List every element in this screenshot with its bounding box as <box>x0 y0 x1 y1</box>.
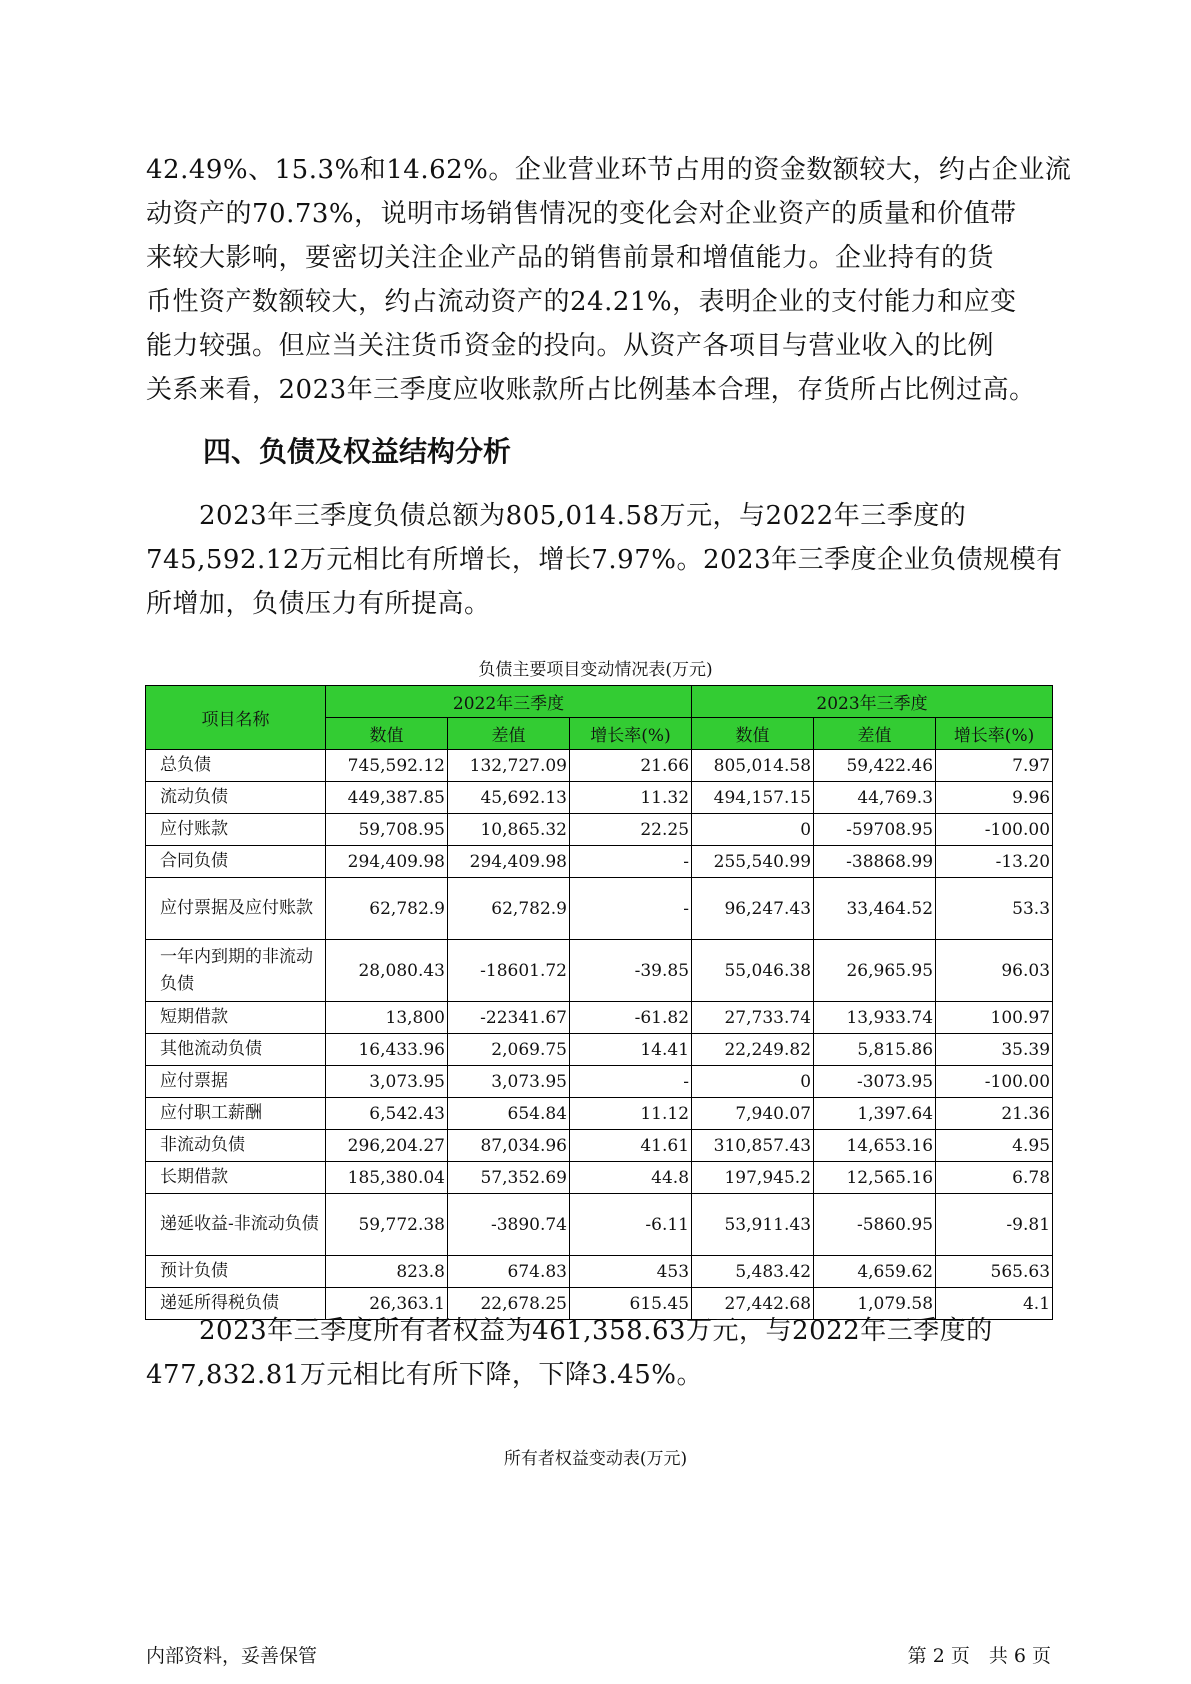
row-value-cell: 13,933.74 <box>814 1002 936 1034</box>
row-item-name: 递延所得税负债 <box>146 1288 326 1320</box>
row-item-name: 应付票据及应付账款 <box>146 878 326 940</box>
row-value-cell: 14,653.16 <box>814 1130 936 1162</box>
row-value-cell: 57,352.69 <box>448 1162 570 1194</box>
row-value-cell: 565.63 <box>936 1256 1053 1288</box>
table-row <box>146 1162 1053 1194</box>
paragraph-line: 745,592.12万元相比有所增长，增长7.97%。2023年三季度企业负债规模有 <box>146 545 1063 575</box>
paragraph-line: 477,832.81万元相比有所下降，下降3.45%。 <box>146 1360 703 1390</box>
row-value-cell: 11.12 <box>570 1098 692 1130</box>
paragraph-line: 所增加，负债压力有所提高。 <box>146 589 491 619</box>
row-value-cell: 10,865.32 <box>448 814 570 846</box>
footer-confidential-note: 内部资料，妥善保管 <box>146 1645 318 1667</box>
row-value-cell: -5860.95 <box>814 1194 936 1256</box>
row-item-name: 应付账款 <box>146 814 326 846</box>
row-value-cell: 41.61 <box>570 1130 692 1162</box>
row-value-cell: -3073.95 <box>814 1066 936 1098</box>
table-row <box>146 1066 1053 1098</box>
row-value-cell: 62,782.9 <box>326 878 448 940</box>
row-value-cell: 35.39 <box>936 1034 1053 1066</box>
table-row <box>146 814 1053 846</box>
row-value-cell: 27,733.74 <box>692 1002 814 1034</box>
row-value-cell: 27,442.68 <box>692 1288 814 1320</box>
row-item-name: 非流动负债 <box>146 1130 326 1162</box>
row-value-cell: 745,592.12 <box>326 750 448 782</box>
paragraph-line: 2023年三季度所有者权益为461,358.63万元，与2022年三季度的 <box>146 1316 993 1346</box>
row-value-cell: 16,433.96 <box>326 1034 448 1066</box>
row-item-name: 其他流动负债 <box>146 1034 326 1066</box>
asset-analysis-paragraph <box>146 148 1072 412</box>
row-value-cell: 453 <box>570 1256 692 1288</box>
row-value-cell: -18601.72 <box>448 940 570 1002</box>
row-value-cell: -13.20 <box>936 846 1053 878</box>
row-value-cell: -100.00 <box>936 1066 1053 1098</box>
header-group-2023: 2023年三季度 <box>692 686 1053 718</box>
row-value-cell: 654.84 <box>448 1098 570 1130</box>
row-value-cell: 3,073.95 <box>448 1066 570 1098</box>
paragraph-line: 动资产的70.73%，说明市场销售情况的变化会对企业资产的质量和价值带 <box>146 199 1017 229</box>
row-value-cell: - <box>570 878 692 940</box>
row-value-cell: 185,380.04 <box>326 1162 448 1194</box>
header-value-2023: 数值 <box>692 718 814 750</box>
row-value-cell: 100.97 <box>936 1002 1053 1034</box>
liability-change-table <box>145 685 1053 1320</box>
table-row <box>146 940 1053 1002</box>
row-value-cell: 9.96 <box>936 782 1053 814</box>
row-value-cell: 805,014.58 <box>692 750 814 782</box>
row-value-cell: -22341.67 <box>448 1002 570 1034</box>
row-item-name: 长期借款 <box>146 1162 326 1194</box>
row-value-cell: 26,363.1 <box>326 1288 448 1320</box>
row-value-cell: 14.41 <box>570 1034 692 1066</box>
row-value-cell: 53,911.43 <box>692 1194 814 1256</box>
row-value-cell: -6.11 <box>570 1194 692 1256</box>
row-value-cell: 823.8 <box>326 1256 448 1288</box>
paragraph-line: 42.49%、15.3%和14.62%。企业营业环节占用的资金数额较大，约占企业流 <box>146 155 1072 185</box>
header-item-name: 项目名称 <box>146 686 326 750</box>
row-value-cell: 1,397.64 <box>814 1098 936 1130</box>
header-growth-2022: 增长率(%) <box>570 718 692 750</box>
row-value-cell: 197,945.2 <box>692 1162 814 1194</box>
table-row <box>146 1098 1053 1130</box>
row-value-cell: 44,769.3 <box>814 782 936 814</box>
row-value-cell: 44.8 <box>570 1162 692 1194</box>
row-value-cell: 7.97 <box>936 750 1053 782</box>
liability-summary-paragraph <box>146 494 1063 626</box>
header-group-2022: 2022年三季度 <box>326 686 692 718</box>
header-growth-2023: 增长率(%) <box>936 718 1053 750</box>
row-value-cell: -38868.99 <box>814 846 936 878</box>
row-value-cell: 7,940.07 <box>692 1098 814 1130</box>
row-value-cell: 62,782.9 <box>448 878 570 940</box>
row-item-name: 应付票据 <box>146 1066 326 1098</box>
row-value-cell: 96,247.43 <box>692 878 814 940</box>
table-row <box>146 1194 1053 1256</box>
row-value-cell: 494,157.15 <box>692 782 814 814</box>
row-value-cell: 22,678.25 <box>448 1288 570 1320</box>
row-value-cell: 4.95 <box>936 1130 1053 1162</box>
row-value-cell: 12,565.16 <box>814 1162 936 1194</box>
row-value-cell: 22.25 <box>570 814 692 846</box>
row-item-name: 应付职工薪酬 <box>146 1098 326 1130</box>
row-item-name: 总负债 <box>146 750 326 782</box>
table-row <box>146 1034 1053 1066</box>
row-value-cell: 294,409.98 <box>448 846 570 878</box>
table-row <box>146 1002 1053 1034</box>
table-row <box>146 1256 1053 1288</box>
row-value-cell: 296,204.27 <box>326 1130 448 1162</box>
row-value-cell: 11.32 <box>570 782 692 814</box>
row-value-cell: 26,965.95 <box>814 940 936 1002</box>
row-item-name: 合同负债 <box>146 846 326 878</box>
row-value-cell: 28,080.43 <box>326 940 448 1002</box>
section-heading: 四、负债及权益结构分析 <box>203 435 512 468</box>
row-value-cell: -59708.95 <box>814 814 936 846</box>
equity-table-caption: 所有者权益变动表(万元) <box>503 1449 688 1469</box>
table-row <box>146 782 1053 814</box>
row-value-cell: 87,034.96 <box>448 1130 570 1162</box>
row-value-cell: 0 <box>692 1066 814 1098</box>
row-value-cell: 674.83 <box>448 1256 570 1288</box>
row-value-cell: 4,659.62 <box>814 1256 936 1288</box>
row-item-name: 预计负债 <box>146 1256 326 1288</box>
table-row <box>146 846 1053 878</box>
table-row <box>146 750 1053 782</box>
row-value-cell: 33,464.52 <box>814 878 936 940</box>
row-value-cell: 96.03 <box>936 940 1053 1002</box>
table-row <box>146 1130 1053 1162</box>
row-value-cell: 59,708.95 <box>326 814 448 846</box>
row-value-cell: 132,727.09 <box>448 750 570 782</box>
row-value-cell: 21.36 <box>936 1098 1053 1130</box>
paragraph-line: 币性资产数额较大，约占流动资产的24.21%，表明企业的支付能力和应变 <box>146 287 1017 317</box>
row-value-cell: -3890.74 <box>448 1194 570 1256</box>
row-value-cell: 0 <box>692 814 814 846</box>
row-item-name: 递延收益-非流动负债 <box>146 1194 326 1256</box>
paragraph-line: 关系来看，2023年三季度应收账款所占比例基本合理，存货所占比例过高。 <box>146 375 1036 405</box>
row-value-cell: 53.3 <box>936 878 1053 940</box>
row-item-name: 一年内到期的非流动负债 <box>146 940 326 1002</box>
row-value-cell: 13,800 <box>326 1002 448 1034</box>
row-value-cell: 45,692.13 <box>448 782 570 814</box>
equity-summary-paragraph <box>146 1309 1051 1397</box>
row-item-name: 流动负债 <box>146 782 326 814</box>
row-value-cell: 6,542.43 <box>326 1098 448 1130</box>
row-value-cell: 21.66 <box>570 750 692 782</box>
row-value-cell: 6.78 <box>936 1162 1053 1194</box>
paragraph-line: 能力较强。但应当关注货币资金的投向。从资产各项目与营业收入的比例 <box>146 331 995 361</box>
table-row <box>146 878 1053 940</box>
row-value-cell: 55,046.38 <box>692 940 814 1002</box>
header-diff-2023: 差值 <box>814 718 936 750</box>
row-value-cell: 59,422.46 <box>814 750 936 782</box>
row-value-cell: 5,483.42 <box>692 1256 814 1288</box>
row-value-cell: -9.81 <box>936 1194 1053 1256</box>
header-diff-2022: 差值 <box>448 718 570 750</box>
table-caption: 负债主要项目变动情况表(万元) <box>478 660 713 680</box>
row-value-cell: -100.00 <box>936 814 1053 846</box>
row-value-cell: 310,857.43 <box>692 1130 814 1162</box>
footer-page-number: 第 2 页 共 6 页 <box>907 1645 1051 1667</box>
row-value-cell: - <box>570 1066 692 1098</box>
row-value-cell: -39.85 <box>570 940 692 1002</box>
row-value-cell: -61.82 <box>570 1002 692 1034</box>
row-value-cell: 255,540.99 <box>692 846 814 878</box>
row-value-cell: 615.45 <box>570 1288 692 1320</box>
paragraph-line: 2023年三季度负债总额为805,014.58万元，与2022年三季度的 <box>146 501 967 531</box>
row-value-cell: 294,409.98 <box>326 846 448 878</box>
row-value-cell: 1,079.58 <box>814 1288 936 1320</box>
row-value-cell: 3,073.95 <box>326 1066 448 1098</box>
row-value-cell: 5,815.86 <box>814 1034 936 1066</box>
row-value-cell: 59,772.38 <box>326 1194 448 1256</box>
row-value-cell: 2,069.75 <box>448 1034 570 1066</box>
row-value-cell: 449,387.85 <box>326 782 448 814</box>
header-value-2022: 数值 <box>326 718 448 750</box>
row-value-cell: 22,249.82 <box>692 1034 814 1066</box>
row-value-cell: - <box>570 846 692 878</box>
row-item-name: 短期借款 <box>146 1002 326 1034</box>
paragraph-line: 来较大影响，要密切关注企业产品的销售前景和增值能力。企业持有的货 <box>146 243 995 273</box>
row-value-cell: 4.1 <box>936 1288 1053 1320</box>
